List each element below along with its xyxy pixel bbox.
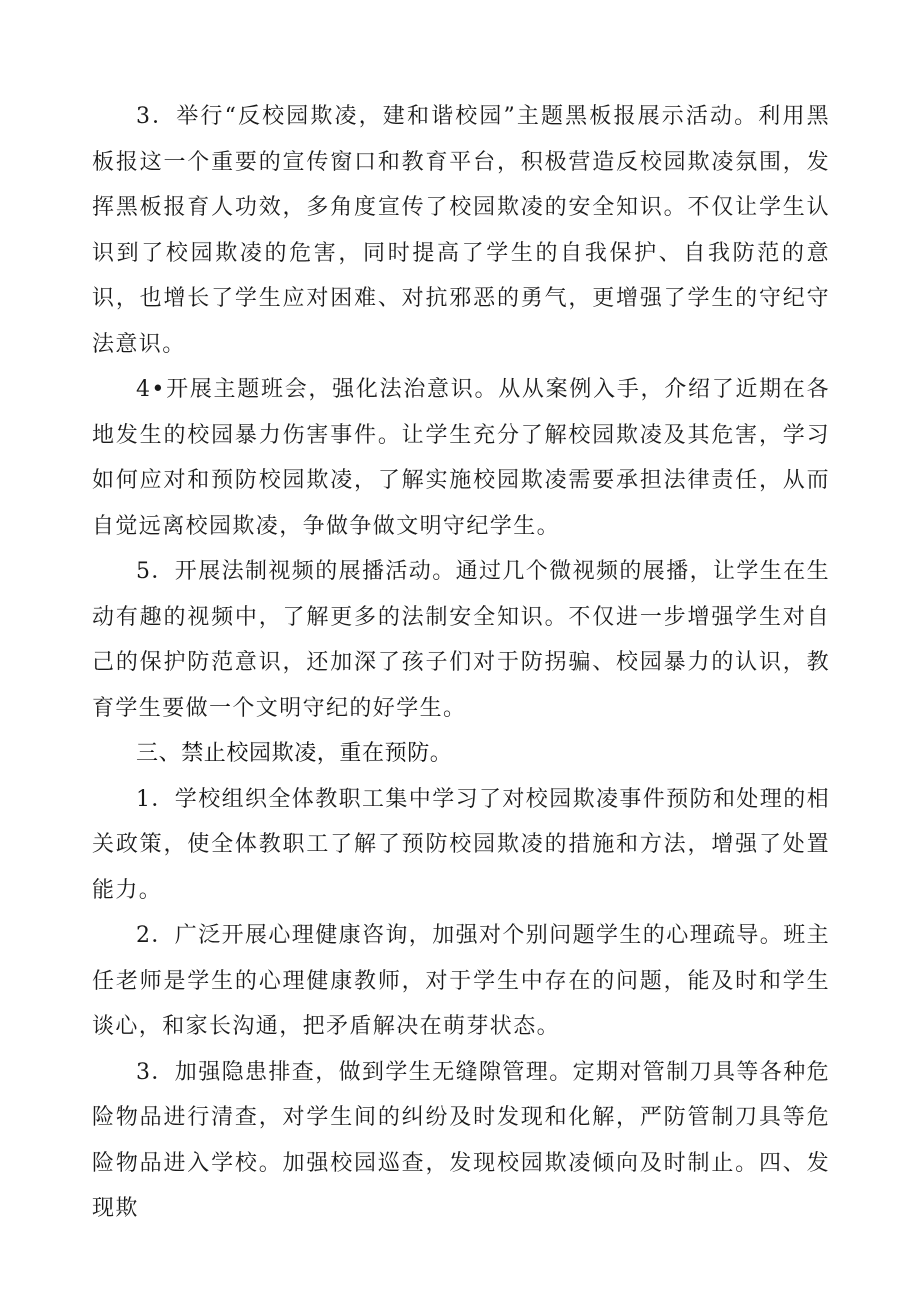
paragraph-counseling: 2．广泛开展心理健康咨询，加强对个别问题学生的心理疏导。班主任老师是学生的心理健康教师，对于学生中存在的问题，能及时和学生谈心，和家长沟通，把矛盾解决在萌芽状态。 (92, 923, 830, 1039)
paragraph-video-screening: 5．开展法制视频的展播活动。通过几个微视频的展播，让学生在生动有趣的视频中，了解更多的法制安全知识。不仅进一步增强学生对自己的保护防范意识，还加深了孩子们对于防拐骗、校园暴力的认识，教育学生要做一个文明守纪的好学生。 (92, 559, 830, 721)
section-heading-prevention: 三、禁止校园欺凌，重在预防。 (136, 741, 453, 766)
paragraph-class-meeting: 4•开展主题班会，强化法治意识。从从案例入手，介绍了近期在各地发生的校园暴力伤害事件。让学生充分了解校园欺凌及其危害，学习如何应对和预防校园欺凌，了解实施校园欺凌需要承担法律责任，从而自觉远离校园欺凌，争做争做文明守纪学生。 (92, 377, 830, 539)
paragraph-hazard-inspection: 3．加强隐患排查，做到学生无缝隙管理。定期对管制刀具等各种危险物品进行清查，对学生间的纠纷及时发现和化解，严防管制刀具等危险物品进入学校。加强校园巡查，发现校园欺凌倾向及时制止。四、发现欺 (92, 1059, 830, 1221)
paragraph-blackboard-activity: 3．举行“反校园欺凌，建和谐校园”主题黑板报展示活动。利用黑板报这一个重要的宣传窗口和教育平台，积极营造反校园欺凌氛围，发挥黑板报育人功效，多角度宣传了校园欺凌的安全知识。不仅让学生认识到了校园欺凌的危害，同时提高了学生的自我保护、自我防范的意识，也增长了学生应对困难、对抗邪恶的勇气，更增强了学生的守纪守法意识。 (92, 104, 830, 357)
document-body (92, 94, 830, 1232)
paragraph-staff-study: 1．学校组织全体教职工集中学习了对校园欺凌事件预防和处理的相关政策，使全体教职工了解了预防校园欺凌的措施和方法，增强了处置能力。 (92, 786, 830, 903)
